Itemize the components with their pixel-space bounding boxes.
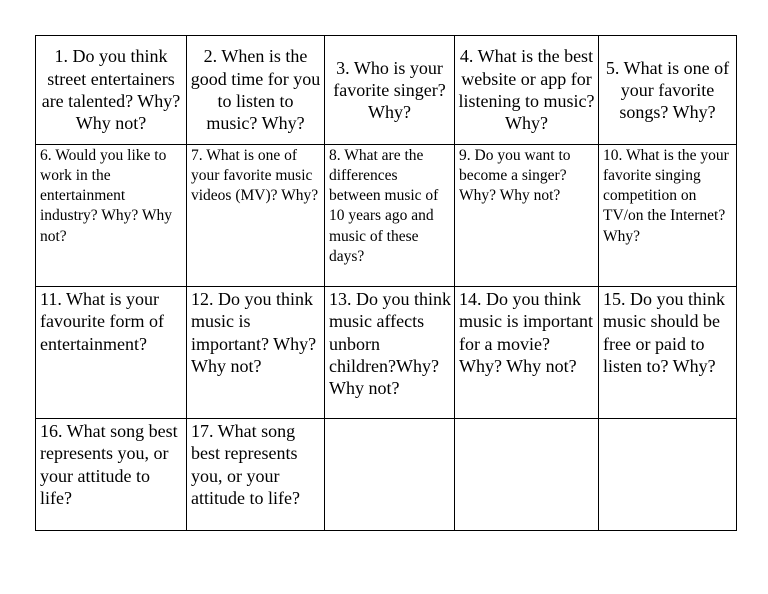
grid-row [36, 145, 737, 287]
question-cell: 2. When is the good time for you to listen to music? Why? [187, 36, 325, 145]
grid-row [36, 419, 737, 531]
question-cell: 13. Do you think music affects unborn children?Why? Why not? [325, 287, 455, 419]
question-cell: 15. Do you think music should be free or paid to listen to? Why? [599, 287, 737, 419]
question-cell: 1. Do you think street entertainers are talented? Why? Why not? [36, 36, 187, 145]
question-cell: 3. Who is your favorite singer? Why? [325, 36, 455, 145]
question-cell: 14. Do you think music is important for a movie? Why? Why not? [455, 287, 599, 419]
grid-row [36, 36, 737, 145]
empty-cell [325, 419, 455, 531]
question-cell: 6. Would you like to work in the entertainment industry? Why? Why not? [36, 145, 187, 287]
question-cell: 17. What song best represents you, or your attitude to life? [187, 419, 325, 531]
question-cell: 5. What is one of your favorite songs? Why? [599, 36, 737, 145]
question-cell: 11. What is your favourite form of entertainment? [36, 287, 187, 419]
question-cell: 12. Do you think music is important? Why? Why not? [187, 287, 325, 419]
empty-cell [455, 419, 599, 531]
grid-row [36, 287, 737, 419]
question-cell: 7. What is one of your favorite music videos (MV)? Why? [187, 145, 325, 287]
question-cell: 16. What song best represents you, or your attitude to life? [36, 419, 187, 531]
question-cell: 10. What is the your favorite singing competition on TV/on the Internet? Why? [599, 145, 737, 287]
empty-cell [599, 419, 737, 531]
question-grid [35, 35, 737, 531]
question-cell: 8. What are the differences between music of 10 years ago and music of these days? [325, 145, 455, 287]
question-cell: 9. Do you want to become a singer? Why? Why not? [455, 145, 599, 287]
question-cell: 4. What is the best website or app for listening to music? Why? [455, 36, 599, 145]
